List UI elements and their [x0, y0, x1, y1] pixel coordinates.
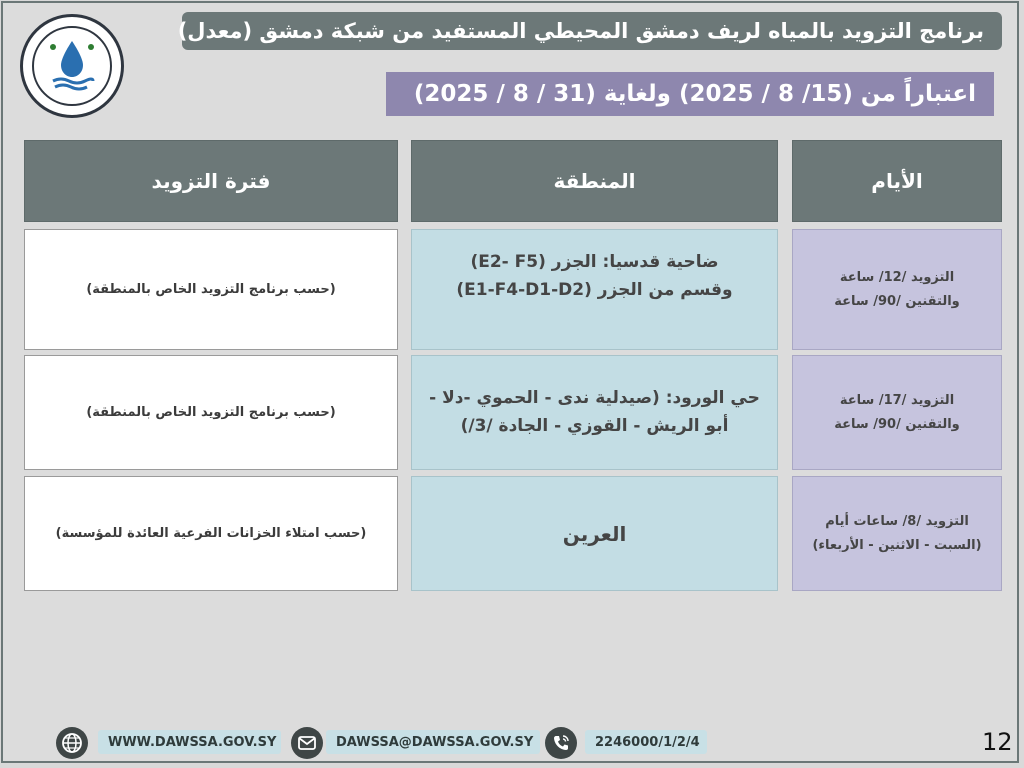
row-2-region: [411, 355, 778, 470]
row-1-days-line-1: التزويد /12/ ساعة: [839, 269, 955, 285]
row-2-days-line-2: والتقنين /90/ ساعة: [834, 416, 960, 432]
row-3-region: [411, 476, 778, 591]
row-1-days: [792, 229, 1002, 350]
page-title: برنامج التزويد بالمياه لريف دمشق المحيطي المستفيد من شبكة دمشق (معدل): [182, 12, 1002, 50]
row-3-period: (حسب امتلاء الخزانات الفرعية العائدة للمؤسسة): [24, 476, 398, 591]
row-3-days: [792, 476, 1002, 591]
row-2-period: (حسب برنامج التزويد الخاص بالمنطقة): [24, 355, 398, 470]
row-1-region-line-2: وقسم من الجزر (E1-F4-D1-D2): [456, 280, 733, 300]
header-days: الأيام: [792, 140, 1002, 222]
website-link[interactable]: WWW.DAWSSA.GOV.SY: [98, 730, 281, 754]
row-3-days-line-1: التزويد /8/ ساعات أيام: [825, 513, 969, 529]
water-drop-icon: [23, 17, 121, 115]
email-link[interactable]: DAWSSA@DAWSSA.GOV.SY: [326, 730, 540, 754]
row-1-period: (حسب برنامج التزويد الخاص بالمنطقة): [24, 229, 398, 350]
page-number: 12: [982, 728, 1013, 756]
row-3-days-line-2: (السبت - الاثنين - الأربعاء): [812, 537, 982, 553]
row-1-region: [411, 229, 778, 350]
row-2-days-line-1: التزويد /17/ ساعة: [839, 392, 955, 408]
row-1-days-line-2: والتقنين /90/ ساعة: [834, 293, 960, 309]
phone-icon: [545, 727, 577, 759]
header-period: فترة التزويد: [24, 140, 398, 222]
row-3-region-line-1: العرين: [562, 521, 627, 546]
water-drop-logo: [20, 14, 124, 118]
row-2-region-line-1: حي الورود: (صيدلية ندى - الحموي -دلا -: [429, 388, 760, 408]
row-2-days: [792, 355, 1002, 470]
globe-icon: [56, 727, 88, 759]
row-1-region-line-1: ضاحية قدسيا: الجزر (E2- F5): [470, 252, 719, 272]
phone-number[interactable]: 2246000/1/2/4: [585, 730, 707, 754]
row-2-region-line-2: أبو الريش - القوزي - الجادة /3/): [460, 416, 729, 436]
period-banner: اعتباراً من (15/ 8 / 2025) ولغاية (31 / 8 / 2025): [386, 72, 994, 116]
header-region: المنطقة: [411, 140, 778, 222]
envelope-icon: [291, 727, 323, 759]
